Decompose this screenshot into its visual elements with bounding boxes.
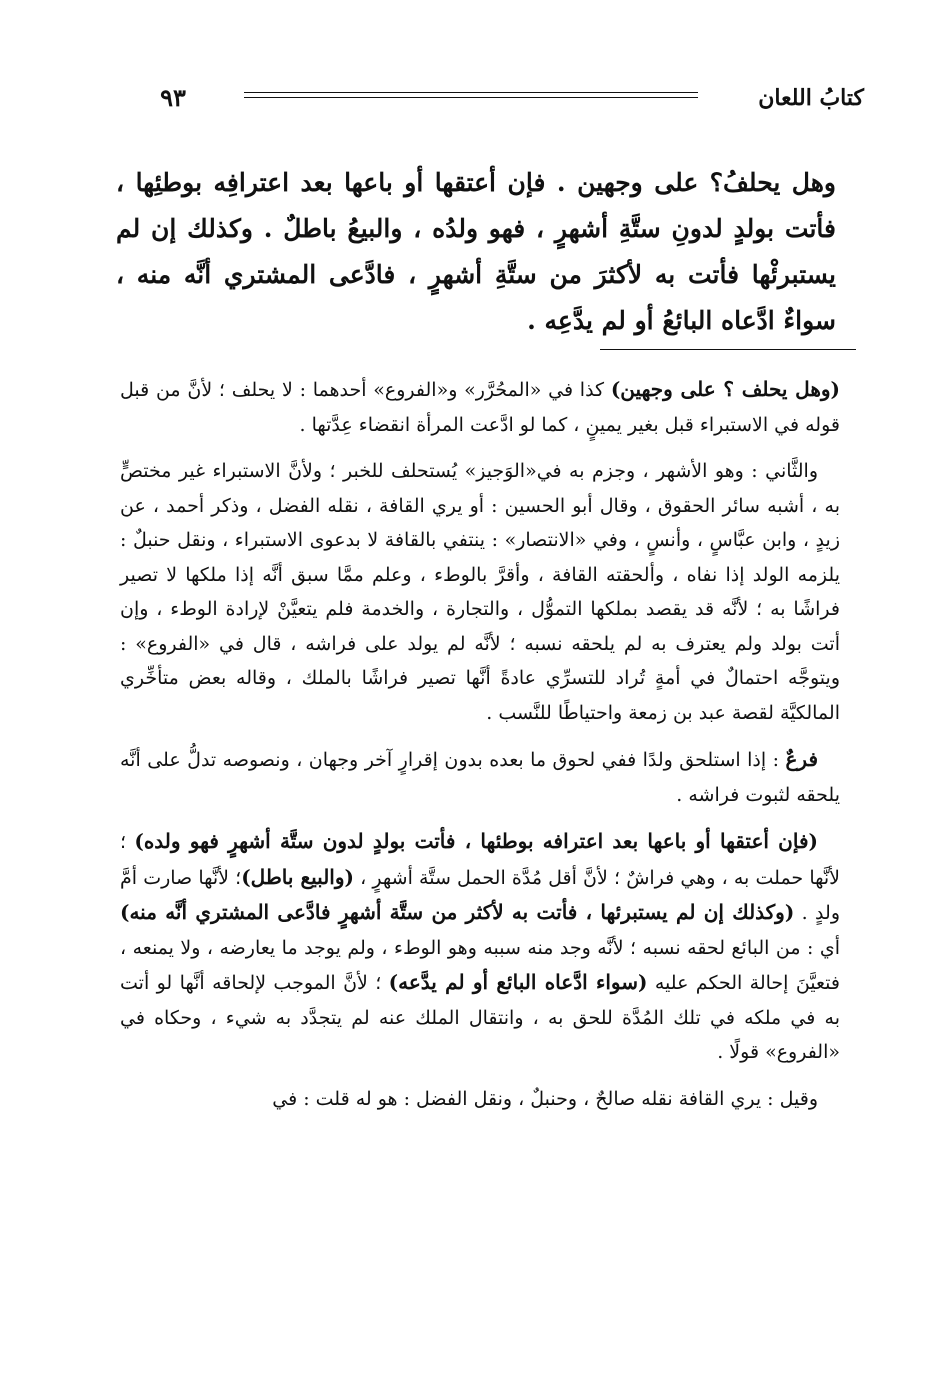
page-header xyxy=(128,78,864,118)
footnote-separator xyxy=(600,349,856,350)
far-heading: فرعٌ xyxy=(785,747,818,771)
quoted-phrase: (وكذلك إن لم يستبرئها ، فأتت به لأكثر من ستَّة أشهرٍ فادَّعى المشتري أنَّه منه) xyxy=(120,900,795,924)
commentary-paragraph-5: وقيل : يري القافة نقله صالحٌ ، وحنبلٌ ، ونقل الفضل : هو له قلت : في xyxy=(272,1087,818,1110)
commentary xyxy=(120,372,840,1128)
commentary-paragraph-1 xyxy=(120,372,840,442)
commentary-text: ؛ لأنَّها صارت أمَّ ولدٍ . xyxy=(120,866,840,924)
quoted-phrase: (سواء ادَّعاه البائع أو لم يدَّعه) xyxy=(388,970,648,994)
header-rule xyxy=(244,92,698,98)
quoted-phrase: (والبيع باطل) xyxy=(241,864,354,889)
commentary-text: كذا في «المحُرَّر» و«الفروع» أحدهما : لا يحلف ؛ لأنَّ من قبل قوله في الاستبراء قبل بغير يمينٍ ، كما لو ادَّعت المرأة انقضاء عِدَّتها . xyxy=(120,379,840,436)
quoted-phrase: (وهل يحلف ؟ على وجهين) xyxy=(610,377,840,401)
commentary-paragraph-4 xyxy=(120,824,840,1070)
commentary-text: ؛ لأنَّ الموجب لإلحاقه أنَّها لو أتت به في ملكه في تلك المُدَّة للحق به ، وانتقال الملك عنه لم يتجدَّد به شيء ، وحكاه في «الفروع» قولًا . xyxy=(120,972,840,1063)
chapter-title: كتابُ اللعان xyxy=(758,85,864,111)
page-number: ٩٣ xyxy=(160,83,186,112)
commentary-text: : إذا استلحق ولدًا ففي لحوق ما بعده بدون إقرارٍ آخر وجهان ، ونصوصه تدلُّ على أنَّه يلحقه لثبوت فراشه . xyxy=(120,749,840,806)
commentary-text: أي : من البائع لحقه نسبه ؛ لأنَّه وجد منه سببه وهو الوطء ، ولم يوجد ما يعارضه ، ولا يمنعه ، فتعيَّنَ إحالة الحكم عليه xyxy=(120,936,840,994)
commentary-text: ؛ لأنَّها حملت به ، وهي فراشٌ ؛ لأنَّ أقل مُدَّة الحمل ستَّة أشهرٍ ، xyxy=(120,831,841,889)
quoted-phrase: (فإن أعتقها أو باعها بعد اعترافه بوطئها ، فأتت بولدٍ لدون ستَّة أشهرٍ فهو ولده) xyxy=(134,829,818,853)
commentary-paragraph-3 xyxy=(120,742,840,812)
commentary-paragraph-2: والثَّاني : وهو الأشهر ، وجزم به في«الوَجيز» يُستحلف للخبر ؛ ولأنَّ الاستبراء غير مختصٍّ به ، أشبه سائر الحقوق ، وقال أبو الحسين : أو يري القافة ، نقله الفضل ، وذكر أحمد ، عن زيدٍ ، وابن عبَّاسٍ ، وأنسٍ ، وفي «الانتصار» : ينتفي بالقافة لا بدعوى الاستبراء ، ونقل حنبلٌ : يلزمه الولد إذا نفاه ، وألحقته القافة ، وأقرَّ بالوطء ، وعلم ممَّا سبق أنَّه إذا ملكها لا تصير فراشًا به ؛ لأنَّه قد يقصد بملكها التموُّل ، والتجارة ، والخدمة فلم يتعيَّنْ لإرادة الوطء ، وإن أتت بولد ولم يعترف به لم يلحقه نسبه ؛ لأنَّه لم يولد على فراشه ، قال في «الفروع» : ويتوجَّه احتمالٌ في أمةٍ تُراد للتسرِّي عادةً أنَّها تصير فراشًا بالملك ، وقاله بعض متأخِّري المالكيَّة لقصة عبد بن زمعة واحتياطًا للنَّسب . xyxy=(120,460,840,724)
main-text: وهل يحلفُ؟ على وجهين . فإن أعتقها أو باعها بعد اعترافِه بوطئِها ، فأتت بولدٍ لدونِ ستَّةِ أشهرٍ ، فهو ولدُه ، والبيعُ باطلٌ . وكذلك إن لم يستبرئْها فأتت به لأكثرَ من ستَّةِ أشهرٍ ، فادَّعى المشتري أنَّه منه ، سواءٌ ادَّعاه البائعُ أو لم يدَّعِه . xyxy=(116,168,836,335)
